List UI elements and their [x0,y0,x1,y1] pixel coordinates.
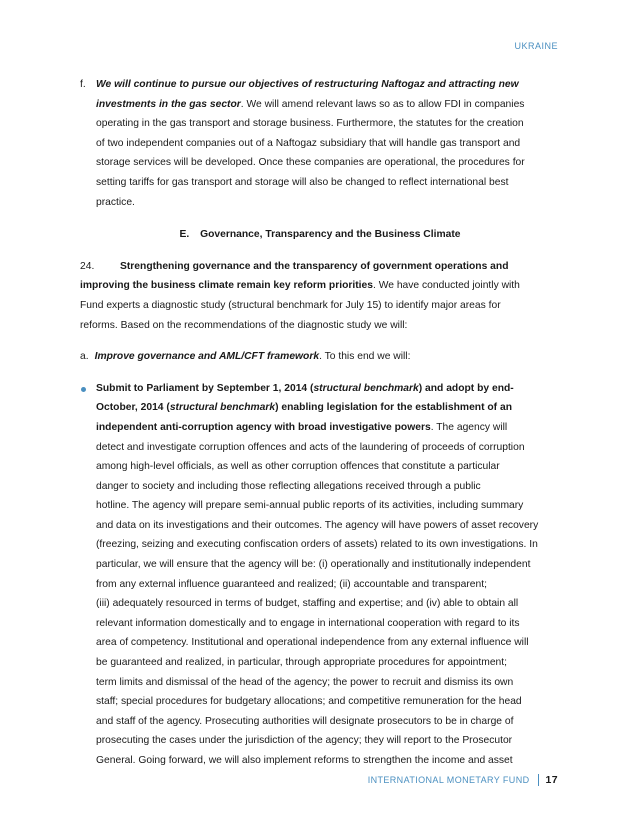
body-text [80,75,560,771]
item-lead: Improve governance and AML/CFT framework [94,351,320,363]
section-letter: E. [179,229,190,241]
bullet-line: particular, we will ensure that the agency will be: (i) operationally and institutionally independent [96,559,531,571]
item-a [80,347,560,367]
bullet-lead: independent anti-corruption agency with broad investigative powers [96,421,431,433]
bullet-line: area of competency. Institutional and operational independence from any external influence will [96,637,529,649]
bullet-line: (freezing, seizing and executing confiscation orders of assets) related to its own investigations. In [96,539,538,551]
bullet-lead: October, 2014 ( [96,402,170,414]
item-text: . To this end we will: [319,351,411,363]
bullet-line: among high-level officials, as well as other corruption offences that constitute a particular [96,461,500,473]
paragraph-line: setting tariffs for gas transport and storage will also be changed to reflect international best [96,176,509,188]
bullet-benchmark: structural benchmark [313,382,419,394]
footer-org: INTERNATIONAL MONETARY FUND [367,775,530,785]
page-footer [368,774,558,786]
item-label: a. [80,351,89,363]
paragraph-24 [80,257,560,335]
bullet-line: staff; special procedures for budgetary allocations; and competitive remuneration for the head [96,696,522,708]
paragraph-text: . We will amend relevant laws so as to allow FDI in companies [240,98,525,110]
paragraph-lead: Strengthening governance and the transparency of government operations and [120,260,509,272]
bullet-lead: Submit to Parliament by September 1, 2014 ( [96,382,314,394]
paragraph-text: . We have conducted jointly with [372,280,520,292]
bullet-line: be guaranteed and realized, in particular, through appropriate procedures for appointment; [96,657,508,669]
paragraph-line: practice. [96,196,135,208]
bullet-line: prosecuting the cases under the jurisdiction of the agency; they will report to the Prosecutor [96,735,513,747]
bullet-line: from any external influence guaranteed and realized; (ii) accountable and transparent; [96,578,487,590]
bullet-line: relevant information domestically and to engage in international cooperation with regard to its [96,617,520,629]
paragraph-line: of two independent companies out of a Naftogaz subsidiary that will handle gas transport and [96,137,521,149]
bullet-text: . The agency will [430,421,508,433]
bullet-line: danger to society and including those reflecting allegations received through a public [96,480,481,492]
bullet-icon [81,387,86,392]
bullet-line: term limits and dismissal of the head of the agency; the power to recruit and dismiss its own [96,676,514,688]
bullet-line: and data on its investigations and their outcomes. The agency will have powers of asset recovery [96,519,539,531]
section-heading [80,225,560,245]
paragraph-number: 24. [80,260,95,272]
paragraph-lead-cont: investments in the gas sector [96,98,241,110]
bullet-line: hotline. The agency will prepare semi-annual public reports of its activities, including summary [96,500,524,512]
paragraph-line: Fund experts a diagnostic study (structural benchmark for July 15) to identify major areas for [80,299,501,311]
paragraph-line: reforms. Based on the recommendations of the diagnostic study we will: [80,319,408,331]
bullet-lead: ) and adopt by end- [418,382,514,394]
paragraph-f [80,75,560,212]
paragraph-lead: We will continue to pursue our objectives of restructuring Naftogaz and attracting new [96,79,519,90]
section-title: Governance, Transparency and the Business Climate [200,229,461,241]
page-number: 17 [538,774,558,786]
paragraph-line: operating in the gas transport and storage business. Furthermore, the statutes for the creation [96,118,524,130]
bullet-line: General. Going forward, we will also implement reforms to strengthen the income and asset [96,755,513,766]
running-header: UKRAINE [514,41,558,51]
bullet-line: (iii) adequately resourced in terms of budget, staffing and expertise; and (iv) able to obtain all [96,598,519,610]
paragraph-lead-cont: improving the business climate remain key reform priorities [80,280,373,292]
bullet-line: detect and investigate corruption offences and acts of the laundering of proceeds of corruption [96,441,525,453]
paragraph-label: f. [80,79,86,90]
bullet-lead: ) enabling legislation for the establishment of an [275,402,512,414]
bullet-benchmark: structural benchmark [169,402,276,414]
bullet-line: and staff of the agency. Prosecuting authorities will designate prosecutors to be in charge of [96,715,514,727]
bullet-item [80,379,560,771]
paragraph-line: storage services will be developed. Once these companies are operational, the procedures for [96,157,525,169]
